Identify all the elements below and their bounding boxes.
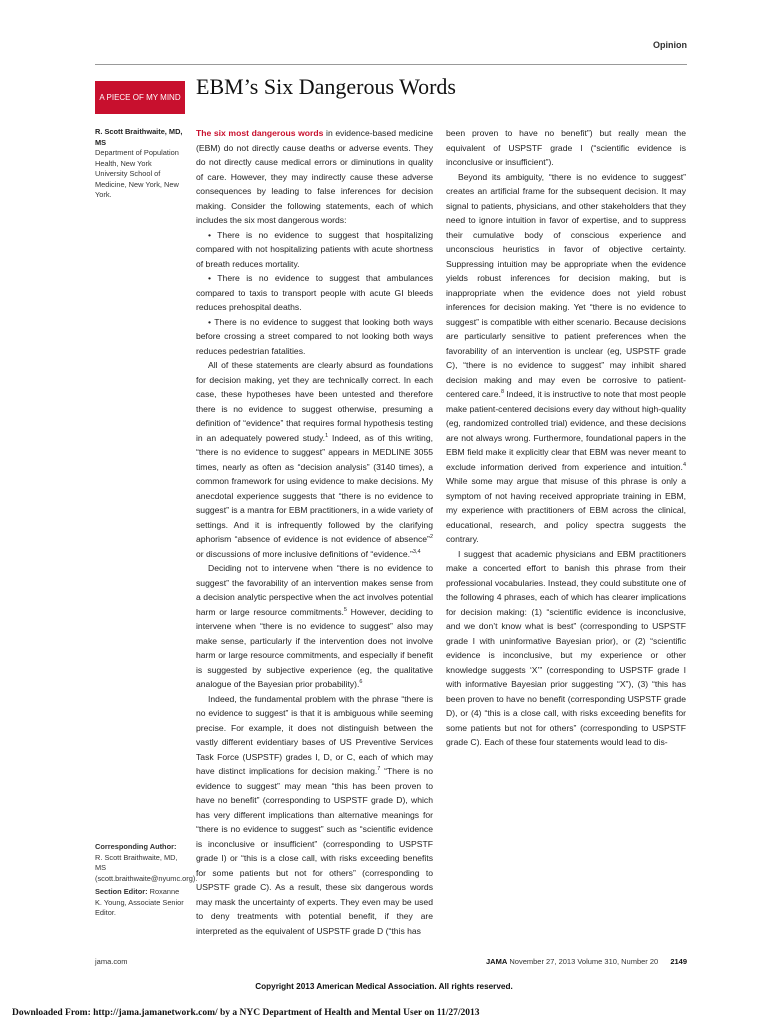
footer-journal: JAMA (486, 957, 508, 966)
corresponding-author (95, 842, 198, 884)
section-editor (95, 887, 185, 919)
paragraph-4-continued: been proven to have no benefit”) but really mean the equivalent of USPSTF grade I (“scientific evidence is inconclusive or insufficient”). (446, 128, 686, 167)
section-editor-text: Roxanne K. Young, Associate Senior Editor. (95, 887, 184, 917)
bullet-1: • There is no evidence to suggest that hospitalizing compared with not hospitalizing patients with acute shortness of breath reduces mortality. (196, 229, 433, 269)
footer-site: jama.com (95, 957, 128, 966)
body-column-1 (196, 126, 433, 950)
column-badge-label: A PIECE OF MY MIND (99, 92, 181, 102)
bullet-3: • There is no evidence to suggest that looking both ways before crossing a street compared to not looking both ways reduces pedestrian fatalities. (196, 316, 433, 356)
author-affiliation: Department of Population Health, New York University School of Medicine, New York, New York. (95, 148, 179, 199)
section-editor-label: Section Editor: (95, 887, 148, 896)
paragraph-2: All of these statements are clearly absurd as foundations for decision making, yet they are technically correct. In each case, these hypotheses have been untested and therefore there is no evidence to suggest otherwise, presuming a definition of “evidence” that requires formal hypothesis testing in an adequately powered study.$^1$ Indeed, as of this writing, “there is no evidence to suggest” appears in MEDLINE 3055 times, nearly as often as “decision analysis” (3140 times), a common framework for using evidence to make decisions. My anecdotal experience suggests that “there is no evidence to suggest” is a mantra for EBM practitioners, in a wide variety of settings. And it is infrequently followed by the clarifying aphorism “absence of evidence is not evidence of absence”$^2$ or discussions of more inclusive definitions of “evidence.”$^{3,4}$ (196, 360, 433, 559)
footer-issue: November 27, 2013 Volume 310, Number 20 (509, 957, 659, 966)
bullet-2: • There is no evidence to suggest that ambulances compared to taxis to transport people with acute GI bleeds reduces prehospital deaths. (196, 273, 433, 312)
corresponding-text: R. Scott Braithwaite, MD, MS (scott.braithwaite@nyumc.org). (95, 852, 198, 883)
author-name: R. Scott Braithwaite, MD, MS (95, 127, 183, 147)
footer-page-number: 2149 (670, 957, 687, 966)
article-title: EBM’s Six Dangerous Words (196, 74, 456, 99)
download-notice: Downloaded From: http://jama.jamanetwork.com/ by a NYC Department of Health and Mental User on 11/27/2013 (12, 1008, 480, 1018)
author-block (95, 127, 185, 201)
footer-citation (486, 957, 687, 966)
sidebar-notes (95, 842, 198, 919)
copyright-notice: Copyright 2013 American Medical Association. All rights reserved. (255, 982, 513, 991)
paragraph-3: Deciding not to intervene when “there is no evidence to suggest” the favorability of an intervention makes sense from a decision analytic perspective when the act involves potential harm or large resource commitments.$^5$ However, deciding to intervene when “there is no evidence to suggest” also may make sense, particularly if the intervention does not involve harm or large resource commitments, and especially if benefit is suggested by subjective experience (eg, the qualitative analogue of the Bayesian prior probability).$^6$ (196, 563, 433, 689)
paragraph-5: Beyond its ambiguity, “there is no evidence to suggest” creates an artificial frame for the subsequent decision. It may signal to patients, physicians, and other stakeholders that they need to ignore intuition in favor of expertise, and to suppress their cumulative body of conscious experience and unconscious heuristics in favor of objective certainty. Suppressing intuition may be appropriate when the evidence yields robust inferences for decision making, but is inappropriate when the evidence does not yield robust inferences for decision making. Yet “there is no evidence to suggest” is compatible with either scenario. Because decisions are particularly sensitive to patient preferences when the favorability of an intervention is unclear (eg, USPSTF grade C), “there is no evidence to suggest” may inhibit shared decision making and may even be corrosive to patient-centered care.$^8$ Indeed, it is instructive to note that most people make patient-centered decisions every day without high-quality (eg, randomized controlled trial) evidence, and these decisions are not always wrong. Furthermore, foundational papers in the EBM field make it explicitly clear that EBM was never meant to exclude information derived from experience and intuition.$^4$ While some may argue that misuse of this phrase is only a symptom of not having received appropriate training in EBM, my experience with practitioners of EBM across the clinical, educational, research, and policy spectra suggests the contrary. (446, 171, 686, 544)
section-label: Opinion (653, 40, 687, 50)
body-column-2 (446, 126, 686, 950)
paragraph-6: I suggest that academic physicians and EBM practitioners make a concerted effort to banish this phrase from their professional vocabularies. Instead, they could substitute one of the following 4 phrases, each of which has clearer implications for decision making: (1) “scientific evidence is inconclusive, and we don’t know what is best” (corresponding to USPSTF grade I with uninformative Bayesian prior), or (2) “scientific evidence is inconclusive, but my experience or other knowledge suggests ‘X’” (corresponding to USPSTF grade I with informative Bayesian prior suggesting “X”), (3) “this has been proven to have no benefit (corresponding USPSTF grade D), or (4) “this is a close call, with risks exceeding benefits for some patients but not for others” (corresponding to USPSTF grade C). Each of these four statements would lead to dis- (446, 548, 686, 747)
lead-in: The six most dangerous words (196, 128, 324, 138)
paragraph-4: Indeed, the fundamental problem with the phrase “there is no evidence to suggest” is that it is ambiguous while seeming precise. For example, it does not distinguish between the vastly different evidentiary bases of US Preventive Services Task Force (USPSTF) grades I, D, or C, each of which may have distinct implications for decision making.$^7$ “There is no evidence to suggest” may mean “this has been proven to have no benefit” (corresponding to USPSTF grade D), which has very different implications than alternative meanings for “there is no evidence to suggest” such as “scientific evidence is inconclusive or insufficient” (corresponding to USPSTF grade I) or “this is a close call, with risks exceeding benefits for some patients but not for others” (corresponding to USPSTF grade C). As a result, these six dangerous words may mask the uncertainty of experts. They even may be used to deny treatments with potential benefit, if they are interpreted as the equivalent of USPSTF grade D (“this has (196, 693, 433, 936)
column-badge (95, 81, 185, 114)
corresponding-label: Corresponding Author: (95, 842, 177, 851)
header-rule (95, 64, 687, 65)
paragraph-intro: The six most dangerous words in evidence-based medicine (EBM) do not directly cause deaths or adverse events. They do not directly cause medical errors or diminutions in quality of care. However, they may indirectly cause these adverse consequences by leading to false inferences for decision making. Consider the following statements, each of which includes the six most dangerous words: (196, 128, 433, 225)
